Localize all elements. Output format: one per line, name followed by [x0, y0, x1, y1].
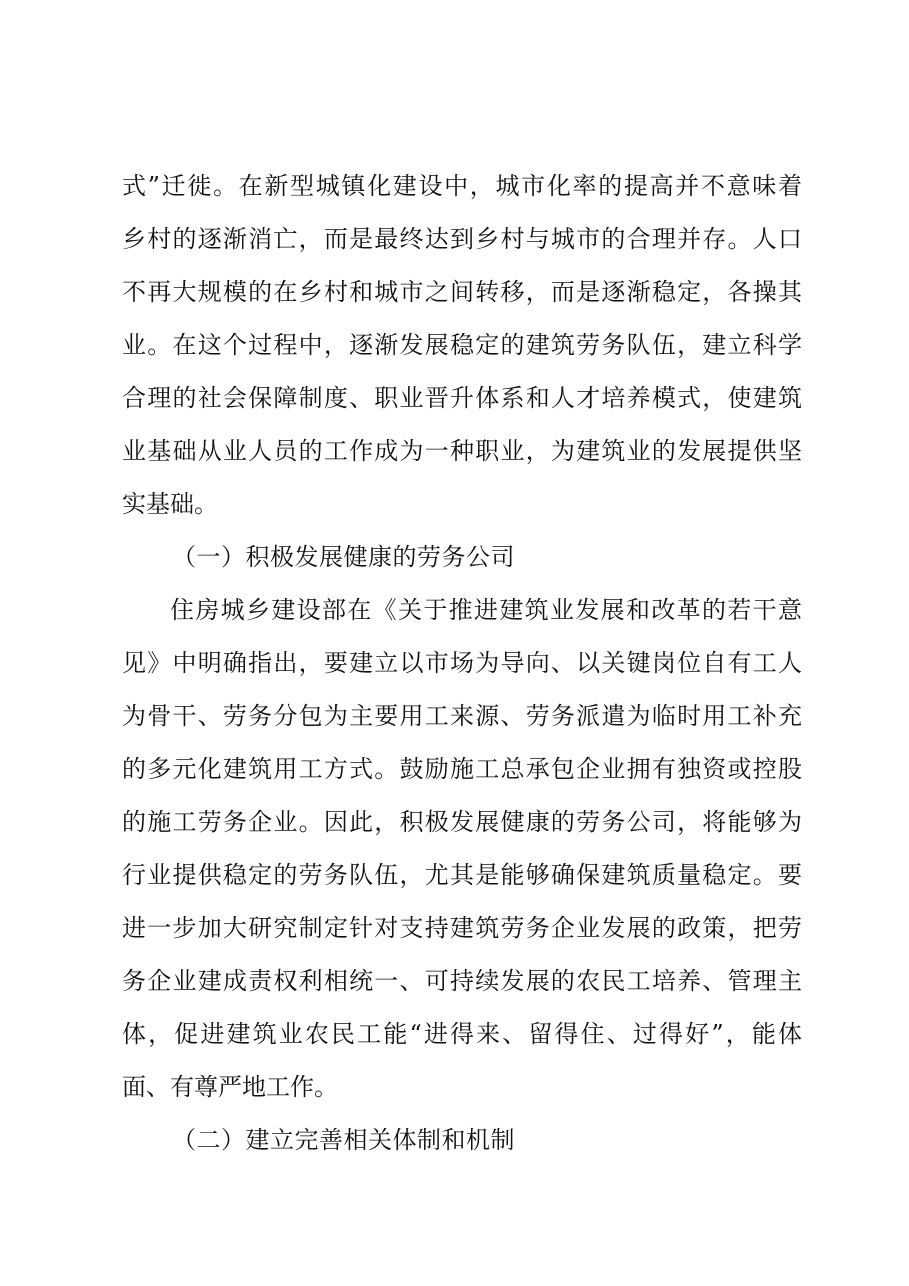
section-heading-2: （二）建立完善相关体制和机制: [172, 1126, 515, 1154]
paragraph-line: 务企业建成责权利相统一、可持续发展的农民工培养、管理主: [122, 967, 802, 995]
paragraph-line: 合理的社会保障制度、职业晋升体系和人才培养模式，使建筑: [122, 384, 802, 412]
paragraph-1: [122, 160, 802, 531]
paragraph-line: 的多元化建筑用工方式。鼓励施工总承包企业拥有独资或控股: [122, 755, 802, 783]
paragraph-line: 面、有尊严地工作。: [122, 1073, 338, 1101]
paragraph-line: 业。在这个过程中，逐渐发展稳定的建筑劳务队伍，建立科学: [122, 331, 802, 359]
paragraph-line: 见》中明确指出，要建立以市场为导向、以关键岗位自有工人: [122, 649, 802, 677]
paragraph-line: 体，促进建筑业农民工能“进得来、留得住、过得好”，能体: [122, 1020, 802, 1048]
section-heading-1: （一）积极发展健康的劳务公司: [172, 543, 515, 571]
paragraph-line: 为骨干、劳务分包为主要用工来源、劳务派遣为临时用工补充: [122, 702, 802, 730]
paragraph-line: 住房城乡建设部在《关于推进建筑业发展和改革的若干意: [170, 596, 802, 624]
paragraph-line: 的施工劳务企业。因此，积极发展健康的劳务公司，将能够为: [122, 808, 802, 836]
paragraph-2: [122, 584, 802, 1114]
paragraph-line: 不再大规模的在乡村和城市之间转移，而是逐渐稳定，各操其: [122, 278, 802, 306]
paragraph-line: 实基础。: [122, 490, 218, 518]
paragraph-line: 行业提供稳定的劳务队伍，尤其是能够确保建筑质量稳定。要: [122, 861, 802, 889]
paragraph-line: 乡村的逐渐消亡，而是最终达到乡村与城市的合理并存。人口: [122, 225, 802, 253]
paragraph-line: 业基础从业人员的工作成为一种职业，为建筑业的发展提供坚: [122, 437, 802, 465]
paragraph-line: 进一步加大研究制定针对支持建筑劳务企业发展的政策，把劳: [122, 914, 802, 942]
document-body: [122, 160, 802, 1167]
paragraph-line: 式”迁徙。在新型城镇化建设中，城市化率的提高并不意味着: [122, 172, 802, 200]
